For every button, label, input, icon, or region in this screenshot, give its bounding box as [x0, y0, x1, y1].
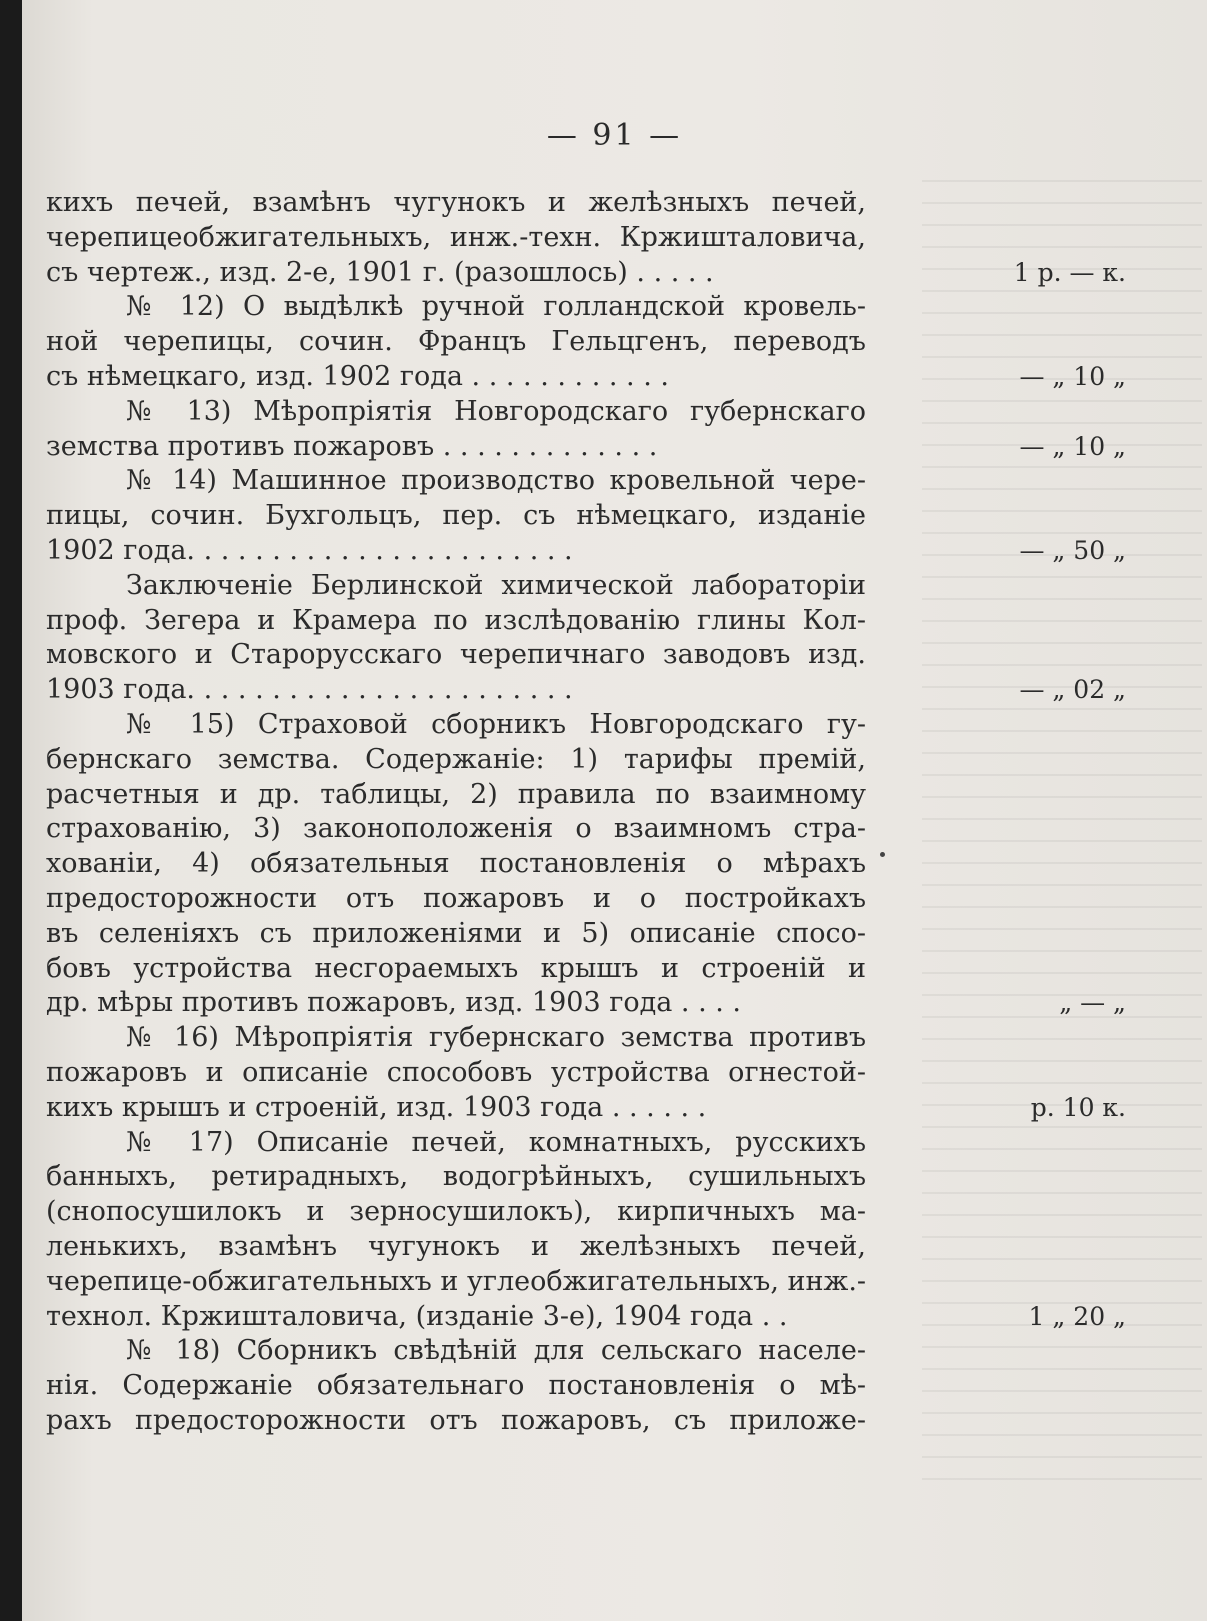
- line-text: черепицеобжигательныхъ, инж.-техн. Кржишталовича,: [46, 221, 866, 253]
- text-line: [46, 1369, 1196, 1404]
- catalog-text-block: [46, 186, 1196, 1439]
- text-line: [46, 395, 1196, 430]
- text-line: [46, 1021, 1196, 1056]
- line-text: банныхъ, ретирадныхъ, водогрѣйныхъ, сушильныхъ: [46, 1161, 866, 1193]
- text-line: [46, 708, 1196, 743]
- text-line: [46, 1300, 1196, 1335]
- line-text: № 17) Описаніе печей, комнатныхъ, русскихъ: [126, 1126, 866, 1158]
- line-text: кихъ печей, взамѣнъ чугунокъ и желѣзныхъ печей,: [46, 187, 866, 218]
- text-line: [46, 638, 1196, 673]
- text-line: [46, 1230, 1196, 1265]
- line-text: нія. Содержаніе обязательнаго постановленія о мѣ-: [46, 1370, 866, 1402]
- text-line: [46, 847, 1196, 882]
- line-text: съ чертеж., изд. 2-е, 1901 г. (разошлось) . . . . .: [46, 256, 714, 288]
- text-line: [46, 464, 1196, 499]
- line-text: земства противъ пожаровъ . . . . . . . . . . . . .: [46, 430, 658, 462]
- text-line: [46, 673, 1196, 708]
- line-text: ленькихъ, взамѣнъ чугунокъ и желѣзныхъ печей,: [46, 1230, 866, 1262]
- line-text: пожаровъ и описаніе способовъ устройства огнестой-: [46, 1056, 866, 1088]
- text-line: [46, 499, 1196, 534]
- text-line: [46, 325, 1196, 360]
- price-value: „ — „: [1059, 988, 1126, 1018]
- line-text: бернскаго земства. Содержаніе: 1) тарифы премій,: [46, 743, 866, 775]
- price-value: — „ 10 „: [1019, 361, 1126, 391]
- text-line: [46, 360, 1196, 395]
- text-line: [46, 186, 1196, 221]
- line-text: ной черепицы, сочин. Францъ Гельцгенъ, переводъ: [46, 326, 866, 358]
- line-text: хованіи, 4) обязательныя постановленія о мѣрахъ: [46, 848, 866, 880]
- text-line: [46, 430, 1196, 465]
- text-line: [46, 1265, 1196, 1300]
- line-text: съ нѣмецкаго, изд. 1902 года . . . . . . . . . . . .: [46, 360, 669, 392]
- text-line: [46, 1126, 1196, 1161]
- price-value: 1 „ 20 „: [1028, 1301, 1126, 1331]
- text-line: [46, 882, 1196, 917]
- line-text: расчетныя и др. таблицы, 2) правила по взаимному: [46, 778, 866, 810]
- page-number: — 91 —: [546, 118, 683, 153]
- line-text: № 15) Страховой сборникъ Новгородскаго гу-: [126, 708, 866, 740]
- text-line: [46, 1091, 1196, 1126]
- text-line: [46, 986, 1196, 1021]
- price-value: — „ 10 „: [1019, 431, 1126, 461]
- text-line: [46, 1160, 1196, 1195]
- text-line: [46, 534, 1196, 569]
- text-line: [46, 1195, 1196, 1230]
- text-line: [46, 1404, 1196, 1439]
- text-line: [46, 812, 1196, 847]
- text-line: [46, 604, 1196, 639]
- text-line: [46, 917, 1196, 952]
- text-line: [46, 256, 1196, 291]
- line-text: мовского и Старорусскаго черепичнаго заводовъ изд.: [46, 639, 866, 671]
- line-text: черепице-обжигательныхъ и углеобжигательныхъ, инж.-: [46, 1265, 866, 1297]
- price-value: — „ 50 „: [1019, 535, 1126, 565]
- text-line: [46, 1334, 1196, 1369]
- line-text: страхованію, 3) законоположенія о взаимномъ стра-: [46, 813, 866, 845]
- line-text: № 14) Машинное производство кровельной чере-: [126, 465, 866, 497]
- line-text: пицы, сочин. Бухгольцъ, пер. съ нѣмецкаго, изданіе: [46, 500, 866, 532]
- text-line: [46, 221, 1196, 256]
- line-text: 1902 года. . . . . . . . . . . . . . . . . . . . . . .: [46, 534, 573, 566]
- line-text: № 18) Сборникъ свѣдѣній для сельскаго населе-: [126, 1335, 866, 1367]
- price-value: р. 10 к.: [1030, 1092, 1126, 1122]
- line-text: кихъ крышъ и строеній, изд. 1903 года . . . . . .: [46, 1091, 707, 1123]
- line-text: № 16) Мѣропріятія губернскаго земства противъ: [126, 1022, 866, 1054]
- line-text: 1903 года. . . . . . . . . . . . . . . . . . . . . . .: [46, 674, 573, 706]
- text-line: [46, 743, 1196, 778]
- line-text: бовъ устройства несгораемыхъ крышъ и строеній и: [46, 952, 866, 984]
- line-text: технол. Кржишталовича, (изданіе 3-е), 1904 года . .: [46, 1300, 788, 1332]
- price-value: — „ 02 „: [1019, 675, 1126, 705]
- text-line: [46, 778, 1196, 813]
- line-text: (снопосушилокъ и зерносушилокъ), кирпичныхъ ма-: [46, 1196, 866, 1228]
- text-line: [46, 569, 1196, 604]
- text-line: [46, 952, 1196, 987]
- text-line: [46, 290, 1196, 325]
- line-text: предосторожности отъ пожаровъ и о постройкахъ: [46, 882, 866, 914]
- text-line: [46, 1056, 1196, 1091]
- margin-mark: [880, 852, 885, 857]
- line-text: Заключеніе Берлинской химической лабораторіи: [126, 569, 866, 601]
- line-text: рахъ предосторожности отъ пожаровъ, съ приложе-: [46, 1404, 866, 1436]
- line-text: № 13) Мѣропріятія Новгородскаго губернскаго: [126, 395, 866, 427]
- book-page: [22, 0, 1207, 1621]
- line-text: др. мѣры противъ пожаровъ, изд. 1903 года . . . .: [46, 987, 741, 1019]
- line-text: въ селеніяхъ съ приложеніями и 5) описаніе спосо-: [46, 917, 866, 949]
- line-text: № 12) О выдѣлкѣ ручной голландской кровель-: [126, 291, 866, 323]
- price-value: 1 р. — к.: [1013, 257, 1126, 287]
- line-text: проф. Зегера и Крамера по изслѣдованію глины Кол-: [46, 604, 866, 636]
